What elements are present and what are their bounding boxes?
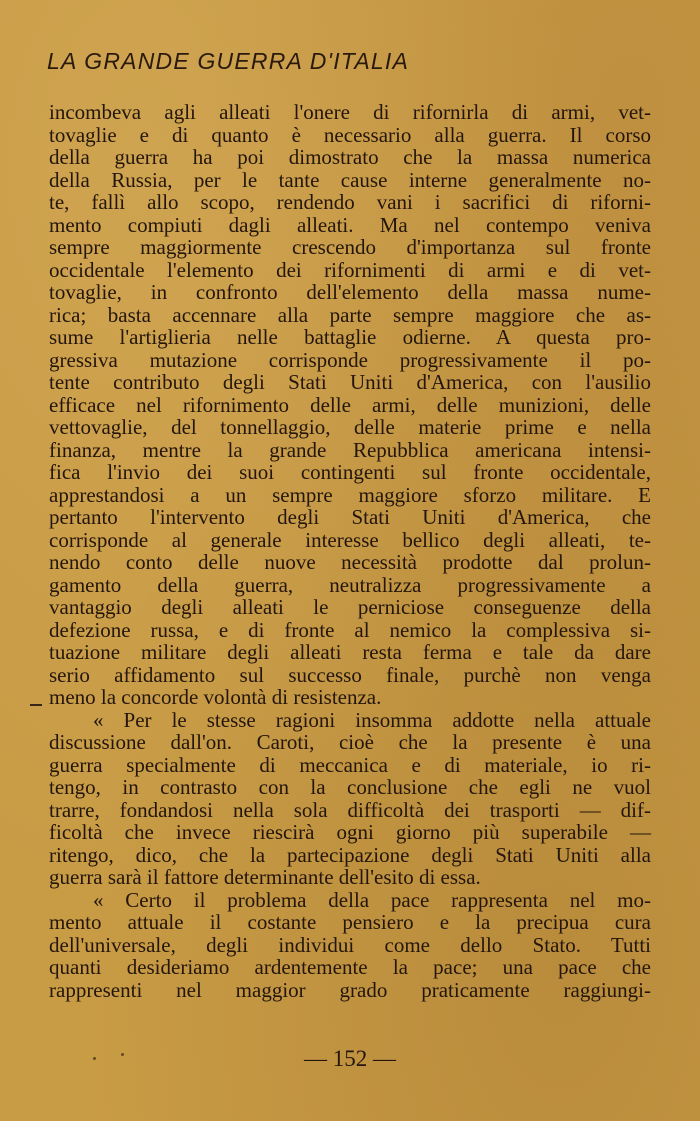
text-line: rica; basta accennare alla parte sempre maggiore che as- xyxy=(49,302,651,327)
text-line: ritengo, dico, che la partecipazione degli Stati Uniti alla xyxy=(49,842,651,867)
text-line: sempre maggiormente crescendo d'importanza sul fronte xyxy=(49,235,651,259)
text-line: mento compiuti dagli alleati. Ma nel contempo veniva xyxy=(49,212,651,237)
text-line: dell'universale, degli individui come dello Stato. Tutti xyxy=(49,932,651,957)
page-number: — 152 — xyxy=(304,1046,396,1071)
text-line: sume l'artiglieria nelle battaglie odierne. A questa pro- xyxy=(49,325,651,349)
text-line: finanza, mentre la grande Repubblica americana intensi- xyxy=(49,437,651,462)
text-line: gressiva mutazione corrisponde progressivamente il po- xyxy=(49,347,651,372)
text-line: tengo, in contrasto con la conclusione che egli ne vuol xyxy=(49,775,651,799)
text-line: gamento della guerra, neutralizza progressivamente a xyxy=(49,572,651,597)
text-line: mento attuale il costante pensiero e la precipua cura xyxy=(49,910,651,934)
paragraph-start-line: « Certo il problema della pace rappresenta nel mo- xyxy=(93,887,651,912)
text-line: tuazione militare degli alleati resta ferma e tale da dare xyxy=(49,640,651,664)
paragraph-end-line: meno la concorde volontà di resistenza. xyxy=(49,685,382,709)
text-line: nendo conto delle nuove necessità prodotte dal prolun- xyxy=(49,550,651,574)
paragraph-start-line: « Per le stesse ragioni insomma addotte nella attuale xyxy=(93,707,651,732)
text-line: tente contributo degli Stati Uniti d'America, con l'ausilio xyxy=(49,370,651,394)
text-line: te, fallì allo scopo, rendendo vani i sacrifici di riforni- xyxy=(49,190,651,214)
text-line: efficace nel rifornimento delle armi, delle munizioni, delle xyxy=(49,392,651,417)
text-line: vantaggio degli alleati le perniciose conseguenze della xyxy=(49,595,651,619)
text-line: della Russia, per le tante cause interne generalmente no- xyxy=(49,167,651,192)
text-line: fica l'invio dei suoi contingenti sul fronte occidentale, xyxy=(49,460,651,484)
text-line: serio affidamento sul successo finale, purchè non venga xyxy=(49,662,651,687)
running-head: LA GRANDE GUERRA D'ITALIA xyxy=(47,48,409,74)
text-line: quanti desideriamo ardentemente la pace; una pace che xyxy=(49,955,651,979)
text-line: incombeva agli alleati l'onere di rifornirla di armi, vet- xyxy=(49,100,651,124)
text-line: pertanto l'intervento degli Stati Uniti d'America, che xyxy=(49,505,651,529)
text-line: rappresenti nel maggior grado praticamente raggiungi- xyxy=(49,977,651,1002)
text-line: corrisponde al generale interesse bellico degli alleati, te- xyxy=(49,527,651,552)
text-line: ficoltà che invece riescirà ogni giorno più superabile — xyxy=(49,820,651,844)
text-line: apprestandosi a un sempre maggiore sforzo militare. E xyxy=(49,482,651,507)
body-text xyxy=(49,101,651,1001)
text-line: discussione dall'on. Caroti, cioè che la presente è una xyxy=(49,730,651,754)
text-line: tovaglie, in confronto dell'elemento della massa nume- xyxy=(49,280,651,304)
margin-mark xyxy=(30,704,42,706)
text-line: vettovaglie, del tonnellaggio, delle materie prime e nella xyxy=(49,415,651,439)
paragraph-end-line: guerra sarà il fattore determinante dell'esito di essa. xyxy=(49,865,481,889)
text-line: guerra specialmente di meccanica e di materiale, io ri- xyxy=(49,752,651,777)
text-line: della guerra ha poi dimostrato che la massa numerica xyxy=(49,145,651,169)
text-line: occidentale l'elemento dei rifornimenti di armi e di vet- xyxy=(49,257,651,282)
text-line: defezione russa, e di fronte al nemico la complessiva si- xyxy=(49,617,651,642)
text-line: trarre, fondandosi nella sola difficoltà dei trasporti — dif- xyxy=(49,797,651,822)
text-line: tovaglie e di quanto è necessario alla guerra. Il corso xyxy=(49,122,651,147)
